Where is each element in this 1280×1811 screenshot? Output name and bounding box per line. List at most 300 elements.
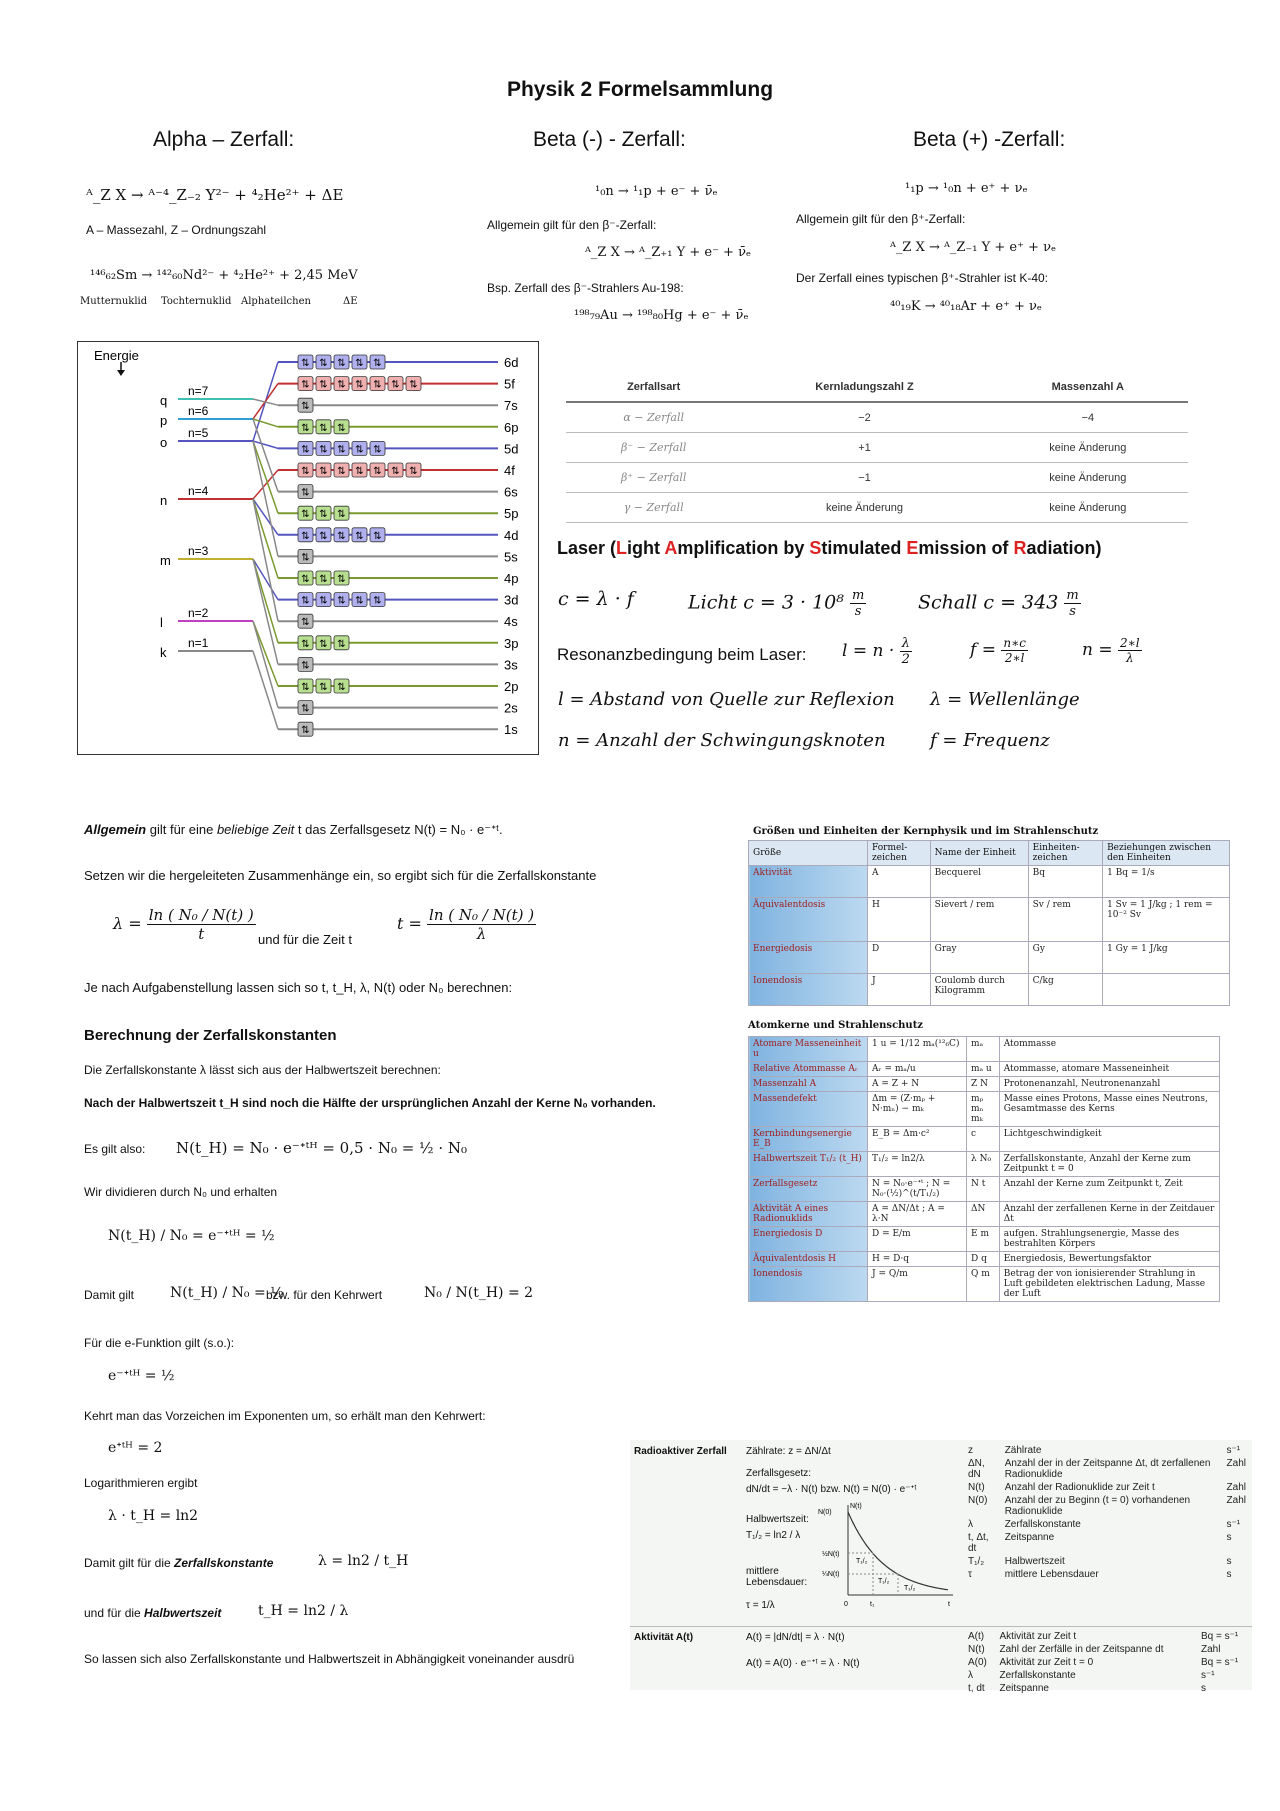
units-header: Formel-zeichen xyxy=(868,841,931,866)
shell-n-label: n=5 xyxy=(188,426,209,440)
numerator: 2∗l xyxy=(1120,636,1140,650)
electron-pair-icon: ⇅ xyxy=(301,595,310,607)
table-row xyxy=(566,402,1188,433)
quantity-cell: Äquivalentdosis H xyxy=(749,1252,868,1267)
decay-table-header: Massenzahl A xyxy=(988,372,1188,402)
laser-heading-part: Laser ( xyxy=(557,538,617,558)
table-row xyxy=(749,1062,1220,1077)
symbol-cell: A(0) xyxy=(968,1657,987,1668)
formula-lhs: λ = xyxy=(113,914,142,933)
activity-formula-2: A(t) = A(0) · e⁻ᐩᵗ = λ · N(t) xyxy=(746,1658,860,1669)
electron-pair-icon: ⇅ xyxy=(301,487,310,499)
quantity-cell: Massendefekt xyxy=(749,1092,868,1127)
level-label: 6d xyxy=(504,355,519,370)
quantity-cell: Atomare Masseneinheit u xyxy=(749,1037,868,1062)
wave-formula: c = λ · f xyxy=(558,588,634,610)
fraction xyxy=(1001,636,1028,665)
symbol-cell: H xyxy=(868,898,931,942)
electron-pair-icon: ⇅ xyxy=(319,444,328,456)
table-row xyxy=(749,1202,1220,1227)
quantity-cell: Aktivität A eines Radionuklids xyxy=(749,1202,868,1227)
units-header: Name der Einheit xyxy=(930,841,1028,866)
electron-pair-icon: ⇅ xyxy=(337,358,346,369)
meaning-cell: Aktivität zur Zeit t = 0 xyxy=(999,1657,1094,1668)
electron-pair-icon: ⇅ xyxy=(373,444,382,456)
electron-pair-icon: ⇅ xyxy=(301,422,310,434)
level-label: 5p xyxy=(504,506,519,522)
denominator: λ xyxy=(476,925,487,943)
meaning-cell: Aktivität zur Zeit t xyxy=(999,1631,1077,1642)
unit-cell: s xyxy=(1226,1532,1232,1543)
sound-speed xyxy=(918,588,1081,619)
connector-line xyxy=(253,559,278,664)
quantity-cell: Aktivität xyxy=(749,866,868,898)
table-row xyxy=(566,463,1188,493)
electron-pair-icon: ⇅ xyxy=(337,574,346,585)
resonance-f-text: f = xyxy=(970,640,996,660)
symbol-cell: A(t) xyxy=(968,1631,985,1642)
symbol-cell: N(t) xyxy=(968,1482,985,1493)
level-label: 4s xyxy=(504,614,518,630)
mass-change-cell: keine Änderung xyxy=(988,493,1188,523)
symbol-cell: E m xyxy=(967,1227,1000,1252)
decay-curve-graph xyxy=(818,1500,958,1610)
level-label: 3s xyxy=(504,657,518,673)
level-label: 2p xyxy=(504,679,519,694)
radioactive-symbols-table xyxy=(964,1444,1250,1581)
electron-pair-icon: ⇅ xyxy=(391,379,400,391)
symbol-cell: mₐ xyxy=(967,1037,1000,1062)
table-row xyxy=(964,1643,1250,1656)
activity-symbols-table xyxy=(964,1630,1250,1695)
electron-pair-icon: ⇅ xyxy=(355,444,364,456)
symbol-cell: T₁/₂ xyxy=(968,1556,985,1567)
shell-letter: k xyxy=(160,645,167,660)
energy-axis-arrowhead xyxy=(117,370,125,376)
and-time-label: und für die Zeit t xyxy=(258,932,352,947)
definition-n: n = Anzahl der Schwingungsknoten xyxy=(558,730,886,751)
table-row xyxy=(749,1177,1220,1202)
formula-cell: N = N₀·e⁻ᐩᵗ ; N = N₀·(½)^(t/T₁/₂) xyxy=(868,1177,967,1202)
beta-minus-eq3: ¹⁹⁸₇₉Au → ¹⁹⁸₈₀Hg + e⁻ + ν̄ₑ xyxy=(574,308,749,323)
quantity-cell: Ionendosis xyxy=(749,974,868,1006)
unit-symbol-cell: Gy xyxy=(1028,942,1102,974)
symbol-cell: mₐ u xyxy=(967,1062,1000,1077)
meaning-cell: Energiedosis, Bewertungsfaktor xyxy=(999,1252,1219,1267)
electron-pair-icon: ⇅ xyxy=(355,358,364,369)
unit-name-cell: Sievert / rem xyxy=(930,898,1028,942)
symbol-cell: z xyxy=(968,1445,973,1456)
resonance-label: Resonanzbedingung beim Laser: xyxy=(557,645,807,664)
symbol-cell: t, Δt, dt xyxy=(968,1532,989,1554)
formula-cell: J = Q/m xyxy=(868,1267,967,1302)
unit-symbol-cell: Bq xyxy=(1028,866,1102,898)
definition-l: l = Abstand von Quelle zur Reflexion xyxy=(558,689,895,710)
alpha-equation: ᴬ_Z X → ᴬ⁻⁴_Z₋₂ Y²⁻ + ⁴₂He²⁺ + ΔE xyxy=(86,186,344,204)
electron-pair-icon: ⇅ xyxy=(319,595,328,607)
meaning-cell: Zeitspanne xyxy=(999,1683,1049,1694)
meaning-cell: Halbwertszeit xyxy=(1004,1556,1065,1567)
formula-cell: A = Z + N xyxy=(868,1077,967,1092)
unit-symbol-cell: Sv / rem xyxy=(1028,898,1102,942)
closing-sentence: So lassen sich also Zerfallskonstante und Halbwertszeit in Abhängigkeit voneinander ausdrü xyxy=(84,1652,575,1666)
unit-cell: Bq = s⁻¹ xyxy=(1200,1631,1239,1642)
beta-plus-eq1: ¹₁p → ¹₀n + e⁺ + νₑ xyxy=(905,181,1028,196)
unit-cell: s⁻¹ xyxy=(1200,1670,1215,1681)
units-header: Beziehungen zwischen den Einheiten xyxy=(1103,841,1230,866)
electron-pair-icon: ⇅ xyxy=(337,595,346,607)
electron-pair-icon: ⇅ xyxy=(337,422,346,434)
meaning-cell: Lichtgeschwindigkeit xyxy=(999,1127,1219,1152)
time-formula xyxy=(397,906,536,943)
decay-table-header: Kernladungszahl Z xyxy=(741,372,987,402)
shell-letter: n xyxy=(160,493,168,508)
table-row xyxy=(964,1481,1250,1494)
meaning-cell: Atommasse, atomare Masseneinheit xyxy=(999,1062,1219,1077)
lambda-formula xyxy=(113,906,256,943)
resonance-l xyxy=(842,636,912,667)
alpha-legend: A – Massezahl, Z – Ordnungszahl xyxy=(86,223,267,237)
unit-cell: s xyxy=(1226,1556,1232,1567)
laser-heading-letter: R xyxy=(1013,538,1027,558)
electron-pair-icon: ⇅ xyxy=(301,703,310,715)
unit-name-cell: Becquerel xyxy=(930,866,1028,898)
orbital-diagram xyxy=(77,341,539,755)
laser-heading-part: ight xyxy=(627,538,665,558)
table-row xyxy=(964,1568,1250,1581)
units-header-row xyxy=(749,841,1230,866)
formula-cell: H = D·q xyxy=(868,1252,967,1267)
table-row xyxy=(964,1444,1250,1457)
table-row xyxy=(749,1252,1220,1267)
relation-cell xyxy=(1103,974,1230,1006)
unit-cell: Zahl xyxy=(1200,1644,1221,1655)
units-table xyxy=(748,840,1230,1006)
light-speed-text: Licht c = 3 · 10⁸ xyxy=(688,591,844,614)
paragraph-halflife-bold: Nach der Halbwertszeit t_H sind noch die Hälfte der ursprünglichen Anzahl der Kerne N₀ vorhanden. xyxy=(84,1096,656,1110)
alpha-example: ¹⁴⁶₆₂Sm → ¹⁴²₆₀Nd²⁻ + ⁴₂He²⁺ + 2,45 MeV xyxy=(90,268,358,283)
electron-pair-icon: ⇅ xyxy=(319,638,328,650)
formula-cell: D = E/m xyxy=(868,1227,967,1252)
numerator: n∗c xyxy=(1003,636,1026,650)
decay-law: dN/dt = −λ · N(t) bzw. N(t) = N(0) · e⁻ᐩᵗ xyxy=(746,1484,917,1495)
graph-label: ½N(t) xyxy=(822,1551,840,1558)
unit-numerator: m xyxy=(851,588,865,603)
beta-plus-general: Allgemein gilt für den β⁺-Zerfall: xyxy=(796,212,966,226)
meaning-cell: Masse eines Protons, Masse eines Neutrons, Gesamtmasse des Kerns xyxy=(999,1092,1219,1127)
symbol-cell: Q m xyxy=(967,1267,1000,1302)
paragraph-halflife: Die Zerfallskonstante λ lässt sich aus der Halbwertszeit berechnen: xyxy=(84,1063,441,1077)
level-label: 5d xyxy=(504,441,519,457)
denominator: 2 xyxy=(901,652,910,667)
quantity-cell: Zerfallsgesetz xyxy=(749,1177,868,1202)
denominator: λ xyxy=(1126,651,1134,665)
graph-label: N(t) xyxy=(850,1503,862,1510)
table-row xyxy=(566,493,1188,523)
quantity-cell: Relative Atommasse Aᵣ xyxy=(749,1062,868,1077)
electron-pair-icon: ⇅ xyxy=(337,379,346,391)
symbol-cell: λ N₀ xyxy=(967,1152,1000,1177)
halflife-formula: T₁/₂ = ln2 / λ xyxy=(746,1530,801,1541)
orbital-diagram-svg xyxy=(78,342,538,754)
symbol-cell: D xyxy=(868,942,931,974)
table-row xyxy=(964,1531,1250,1555)
quantity-cell: Ionendosis xyxy=(749,1267,868,1302)
shell-letter: p xyxy=(160,413,168,428)
halflife-equation: N(t_H) = N₀ · e⁻ᐩᵗᴴ = 0,5 · N₀ = ½ · N₀ xyxy=(176,1139,468,1157)
relation-cell: 1 Gy = 1 J/kg xyxy=(1103,942,1230,974)
electron-pair-icon: ⇅ xyxy=(355,595,364,607)
electron-pair-icon: ⇅ xyxy=(337,444,346,456)
table-row xyxy=(566,433,1188,463)
table-row xyxy=(964,1656,1250,1669)
resonance-f xyxy=(970,636,1028,665)
unit-cell: Zahl xyxy=(1226,1495,1246,1506)
electron-pair-icon: ⇅ xyxy=(391,466,400,477)
alpha-label-mother: Mutternuklid xyxy=(80,296,148,307)
fraction xyxy=(147,906,256,943)
text: und für die xyxy=(84,1606,145,1620)
unit-cell: s xyxy=(1226,1569,1232,1580)
level-label: 5f xyxy=(504,376,515,392)
charge-change-cell: −1 xyxy=(741,463,987,493)
beta-plus-eq3: ⁴⁰₁₉K → ⁴⁰₁₈Ar + e⁺ + νₑ xyxy=(890,299,1042,314)
paragraph-variants: Je nach Aufgabenstellung lassen sich so t, t_H, λ, N(t) oder N₀ berechnen: xyxy=(84,980,513,995)
table-row xyxy=(749,1227,1220,1252)
shell-n-label: n=6 xyxy=(188,404,209,418)
decay-type-table xyxy=(566,372,1188,523)
graph-label: T₁/₂ xyxy=(856,1558,868,1565)
shell-n-label: n=1 xyxy=(188,636,209,650)
electron-pair-icon: ⇅ xyxy=(373,466,382,477)
laser-heading xyxy=(557,538,1101,559)
level-label: 4f xyxy=(504,463,515,478)
electron-pair-icon: ⇅ xyxy=(301,638,310,650)
symbol-cell: ΔN xyxy=(967,1202,1000,1227)
unit-cell: s⁻¹ xyxy=(1226,1519,1241,1530)
mean-lifetime-label: mittlere Lebensdauer: xyxy=(746,1566,808,1588)
unit-cell: Bq = s⁻¹ xyxy=(1200,1657,1239,1668)
quantity-cell: Massenzahl A xyxy=(749,1077,868,1092)
emphasis-time: beliebige Zeit xyxy=(216,822,295,837)
decay-constant-equation: λ = ln2 / t_H xyxy=(318,1553,409,1569)
resonance-n xyxy=(1082,636,1142,665)
formula-cell: Aᵣ = mₐ/u xyxy=(868,1062,967,1077)
electron-pair-icon: ⇅ xyxy=(301,509,310,521)
unit-name-cell: Gray xyxy=(930,942,1028,974)
connector-line xyxy=(253,419,278,427)
meaning-cell: Betrag der von ionisierender Strahlung in Luft gebildeten elektrischen Ladung, Masse der Luft xyxy=(999,1267,1219,1302)
activity-formula-1: A(t) = |dN/dt| = λ · N(t) xyxy=(746,1632,845,1643)
meaning-cell: Anzahl der in der Zeitspanne Δt, dt zerfallenen Radionuklide xyxy=(1004,1458,1211,1480)
numerator: λ xyxy=(901,636,910,651)
electron-pair-icon: ⇅ xyxy=(301,660,310,672)
reciprocal-label: bzw. für den Kehrwert xyxy=(266,1288,383,1302)
invert-label: Kehrt man das Vorzeichen im Exponenten um, so erhält man den Kehrwert: xyxy=(84,1409,486,1423)
meaning-cell: Zerfallskonstante xyxy=(1004,1519,1081,1530)
symbol-cell: Z N xyxy=(967,1077,1000,1092)
electron-pair-icon: ⇅ xyxy=(409,379,418,391)
table-row xyxy=(749,866,1230,898)
unit-numerator: m xyxy=(1066,588,1079,603)
meaning-cell: Anzahl der Kerne zum Zeitpunkt t, Zeit xyxy=(999,1177,1219,1202)
electron-pair-icon: ⇅ xyxy=(319,574,328,585)
atom-table-title: Atomkerne und Strahlenschutz xyxy=(748,1020,923,1031)
divide-equation: N(t_H) / N₀ = e⁻ᐩᵗᴴ = ½ xyxy=(108,1228,275,1244)
halflife-result-equation: t_H = ln2 / λ xyxy=(258,1603,349,1619)
quantity-cell: Energiedosis xyxy=(749,942,868,974)
unit-cell: s xyxy=(1200,1683,1206,1694)
denominator: t xyxy=(198,925,205,943)
count-rate: Zählrate: z = ΔN/Δt xyxy=(746,1446,831,1457)
unit-denominator: s xyxy=(1069,604,1076,619)
section-heading-decay-constant: Berechnung der Zerfallskonstanten xyxy=(84,1027,337,1044)
text: Damit gilt für die xyxy=(84,1556,175,1570)
formula-cell: T₁/₂ = ln2/λ xyxy=(868,1152,967,1177)
denominator: 2∗l xyxy=(1004,651,1025,665)
text: gilt für eine xyxy=(146,822,217,837)
electron-pair-icon: ⇅ xyxy=(301,574,310,585)
electron-pair-icon: ⇅ xyxy=(319,358,328,369)
invert-equation: eᐩᵗᴴ = 2 xyxy=(108,1440,163,1456)
resonance-l-text: l = n · xyxy=(842,641,895,661)
decay-type-cell: γ − Zerfall xyxy=(566,493,741,523)
shell-letter: o xyxy=(160,435,168,450)
paragraph-substitute: Setzen wir die hergeleiteten Zusammenhänge ein, so ergibt sich für die Zerfallskonstante xyxy=(84,868,597,883)
light-speed xyxy=(688,588,866,619)
fraction xyxy=(900,636,912,667)
decay-type-cell: α − Zerfall xyxy=(566,402,741,433)
level-label: 4p xyxy=(504,571,519,586)
symbol-cell: τ xyxy=(968,1569,972,1580)
radioactive-label: Radioaktiver Zerfall xyxy=(634,1446,727,1457)
table-row xyxy=(964,1669,1250,1682)
mass-change-cell: −4 xyxy=(988,402,1188,433)
connector-line xyxy=(253,441,278,448)
quantity-cell: Kernbindungsenergie E_B xyxy=(749,1127,868,1152)
table-row xyxy=(749,974,1230,1006)
decay-law-label: Zerfallsgesetz: xyxy=(746,1468,812,1479)
connector-line xyxy=(253,384,278,419)
electron-pair-icon: ⇅ xyxy=(301,682,310,693)
laser-heading-letter: L xyxy=(616,538,628,558)
atom-table xyxy=(748,1036,1220,1302)
mean-lifetime-formula: τ = 1/λ xyxy=(746,1600,775,1611)
unit-cell: s⁻¹ xyxy=(1226,1445,1241,1456)
units-header: Größe xyxy=(749,841,868,866)
decay-table-header: Zerfallsart xyxy=(566,372,741,402)
electron-pair-icon: ⇅ xyxy=(337,682,346,693)
electron-pair-icon: ⇅ xyxy=(301,552,310,564)
energy-label: Energie xyxy=(94,348,139,363)
table-row xyxy=(964,1494,1250,1518)
table-row xyxy=(964,1518,1250,1531)
laser-heading-letter: A xyxy=(664,538,678,558)
alpha-label-particle: Alphateilchen xyxy=(241,296,311,307)
shell-n-label: n=3 xyxy=(188,544,209,558)
meaning-cell: Anzahl der Radionuklide zur Zeit t xyxy=(1004,1482,1155,1493)
table-row xyxy=(964,1555,1250,1568)
symbol-cell: D q xyxy=(967,1252,1000,1267)
laser-heading-part: mplification by xyxy=(677,538,810,558)
electron-pair-icon: ⇅ xyxy=(319,530,328,542)
shell-letter: l xyxy=(160,615,163,630)
mass-change-cell: keine Änderung xyxy=(988,433,1188,463)
emphasis: Zerfallskonstante xyxy=(174,1556,274,1570)
alpha-label-daughter: Tochternuklid xyxy=(161,296,232,307)
efunction-label: Für die e-Funktion gilt (s.o.): xyxy=(84,1336,235,1350)
relation-cell: 1 Sv = 1 J/kg ; 1 rem = 10⁻² Sv xyxy=(1103,898,1230,942)
graph-label: T₁/₂ xyxy=(904,1585,916,1592)
fraction xyxy=(427,906,536,943)
electron-pair-icon: ⇅ xyxy=(355,379,364,391)
symbol-cell: N(0) xyxy=(968,1495,988,1506)
unit-cell: Zahl xyxy=(1226,1458,1246,1469)
table-row xyxy=(749,942,1230,974)
unit-name-cell: Coulomb durch Kilogramm xyxy=(930,974,1028,1006)
emphasis-general: Allgemein xyxy=(84,822,147,837)
electron-pair-icon: ⇅ xyxy=(373,358,382,369)
electron-pair-icon: ⇅ xyxy=(301,617,310,629)
connector-line xyxy=(253,441,278,513)
graph-label: N(0) xyxy=(818,1509,832,1516)
unit-denominator: s xyxy=(854,604,862,619)
table-row xyxy=(749,1077,1220,1092)
beta-minus-heading: Beta (-) - Zerfall: xyxy=(533,128,686,151)
alpha-heading: Alpha – Zerfall: xyxy=(153,128,295,151)
electron-pair-icon: ⇅ xyxy=(319,466,328,477)
log-equation: λ · t_H = ln2 xyxy=(108,1508,199,1524)
level-label: 3p xyxy=(504,635,519,651)
electron-pair-icon: ⇅ xyxy=(337,509,346,521)
level-label: 5s xyxy=(504,549,518,565)
electron-pair-icon: ⇅ xyxy=(301,444,310,456)
symbol-cell: c xyxy=(967,1127,1000,1152)
shell-letter: q xyxy=(160,393,168,408)
divide-label: Wir dividieren durch N₀ und erhalten xyxy=(84,1185,278,1199)
beta-minus-eq1: ¹₀n → ¹₁p + e⁻ + ν̄ₑ xyxy=(595,184,718,199)
symbol-cell: N t xyxy=(967,1177,1000,1202)
resonance-n-text: n = xyxy=(1082,640,1113,660)
table-row xyxy=(749,1267,1220,1302)
meaning-cell: aufgen. Strahlungsenergie, Masse des bestrahlten Körpers xyxy=(999,1227,1219,1252)
activity-label: Aktivität A(t) xyxy=(634,1632,694,1643)
table-row xyxy=(964,1630,1250,1643)
paragraph-general xyxy=(84,822,503,838)
symbol-cell: A xyxy=(868,866,931,898)
thus-equation: N(t_H) / N₀ = ½ xyxy=(170,1285,284,1301)
formula-cell: 1 u = 1/12 mₐ(¹²₆C) xyxy=(868,1037,967,1062)
level-label: 4d xyxy=(504,527,519,543)
definition-f: f = Frequenz xyxy=(930,730,1050,751)
level-label: 2s xyxy=(504,700,518,716)
halflife-label: Halbwertszeit: xyxy=(746,1514,809,1525)
level-label: 3d xyxy=(504,592,519,608)
shell-letter: m xyxy=(160,553,171,568)
shell-n-label: n=4 xyxy=(188,484,209,498)
electron-pair-icon: ⇅ xyxy=(301,725,310,737)
electron-pair-icon: ⇅ xyxy=(301,358,310,369)
laser-heading-letter: E xyxy=(906,538,919,558)
electron-pair-icon: ⇅ xyxy=(301,530,310,542)
radioactive-decay-card xyxy=(630,1440,1252,1694)
beta-minus-example: Bsp. Zerfall des β⁻-Strahlers Au-198: xyxy=(487,281,684,295)
reciprocal-equation: N₀ / N(t_H) = 2 xyxy=(424,1285,534,1301)
sound-speed-text: Schall c = 343 xyxy=(918,591,1059,614)
graph-label: 0 xyxy=(844,1601,848,1608)
page-title: Physik 2 Formelsammlung xyxy=(506,78,774,101)
electron-pair-icon: ⇅ xyxy=(301,379,310,391)
